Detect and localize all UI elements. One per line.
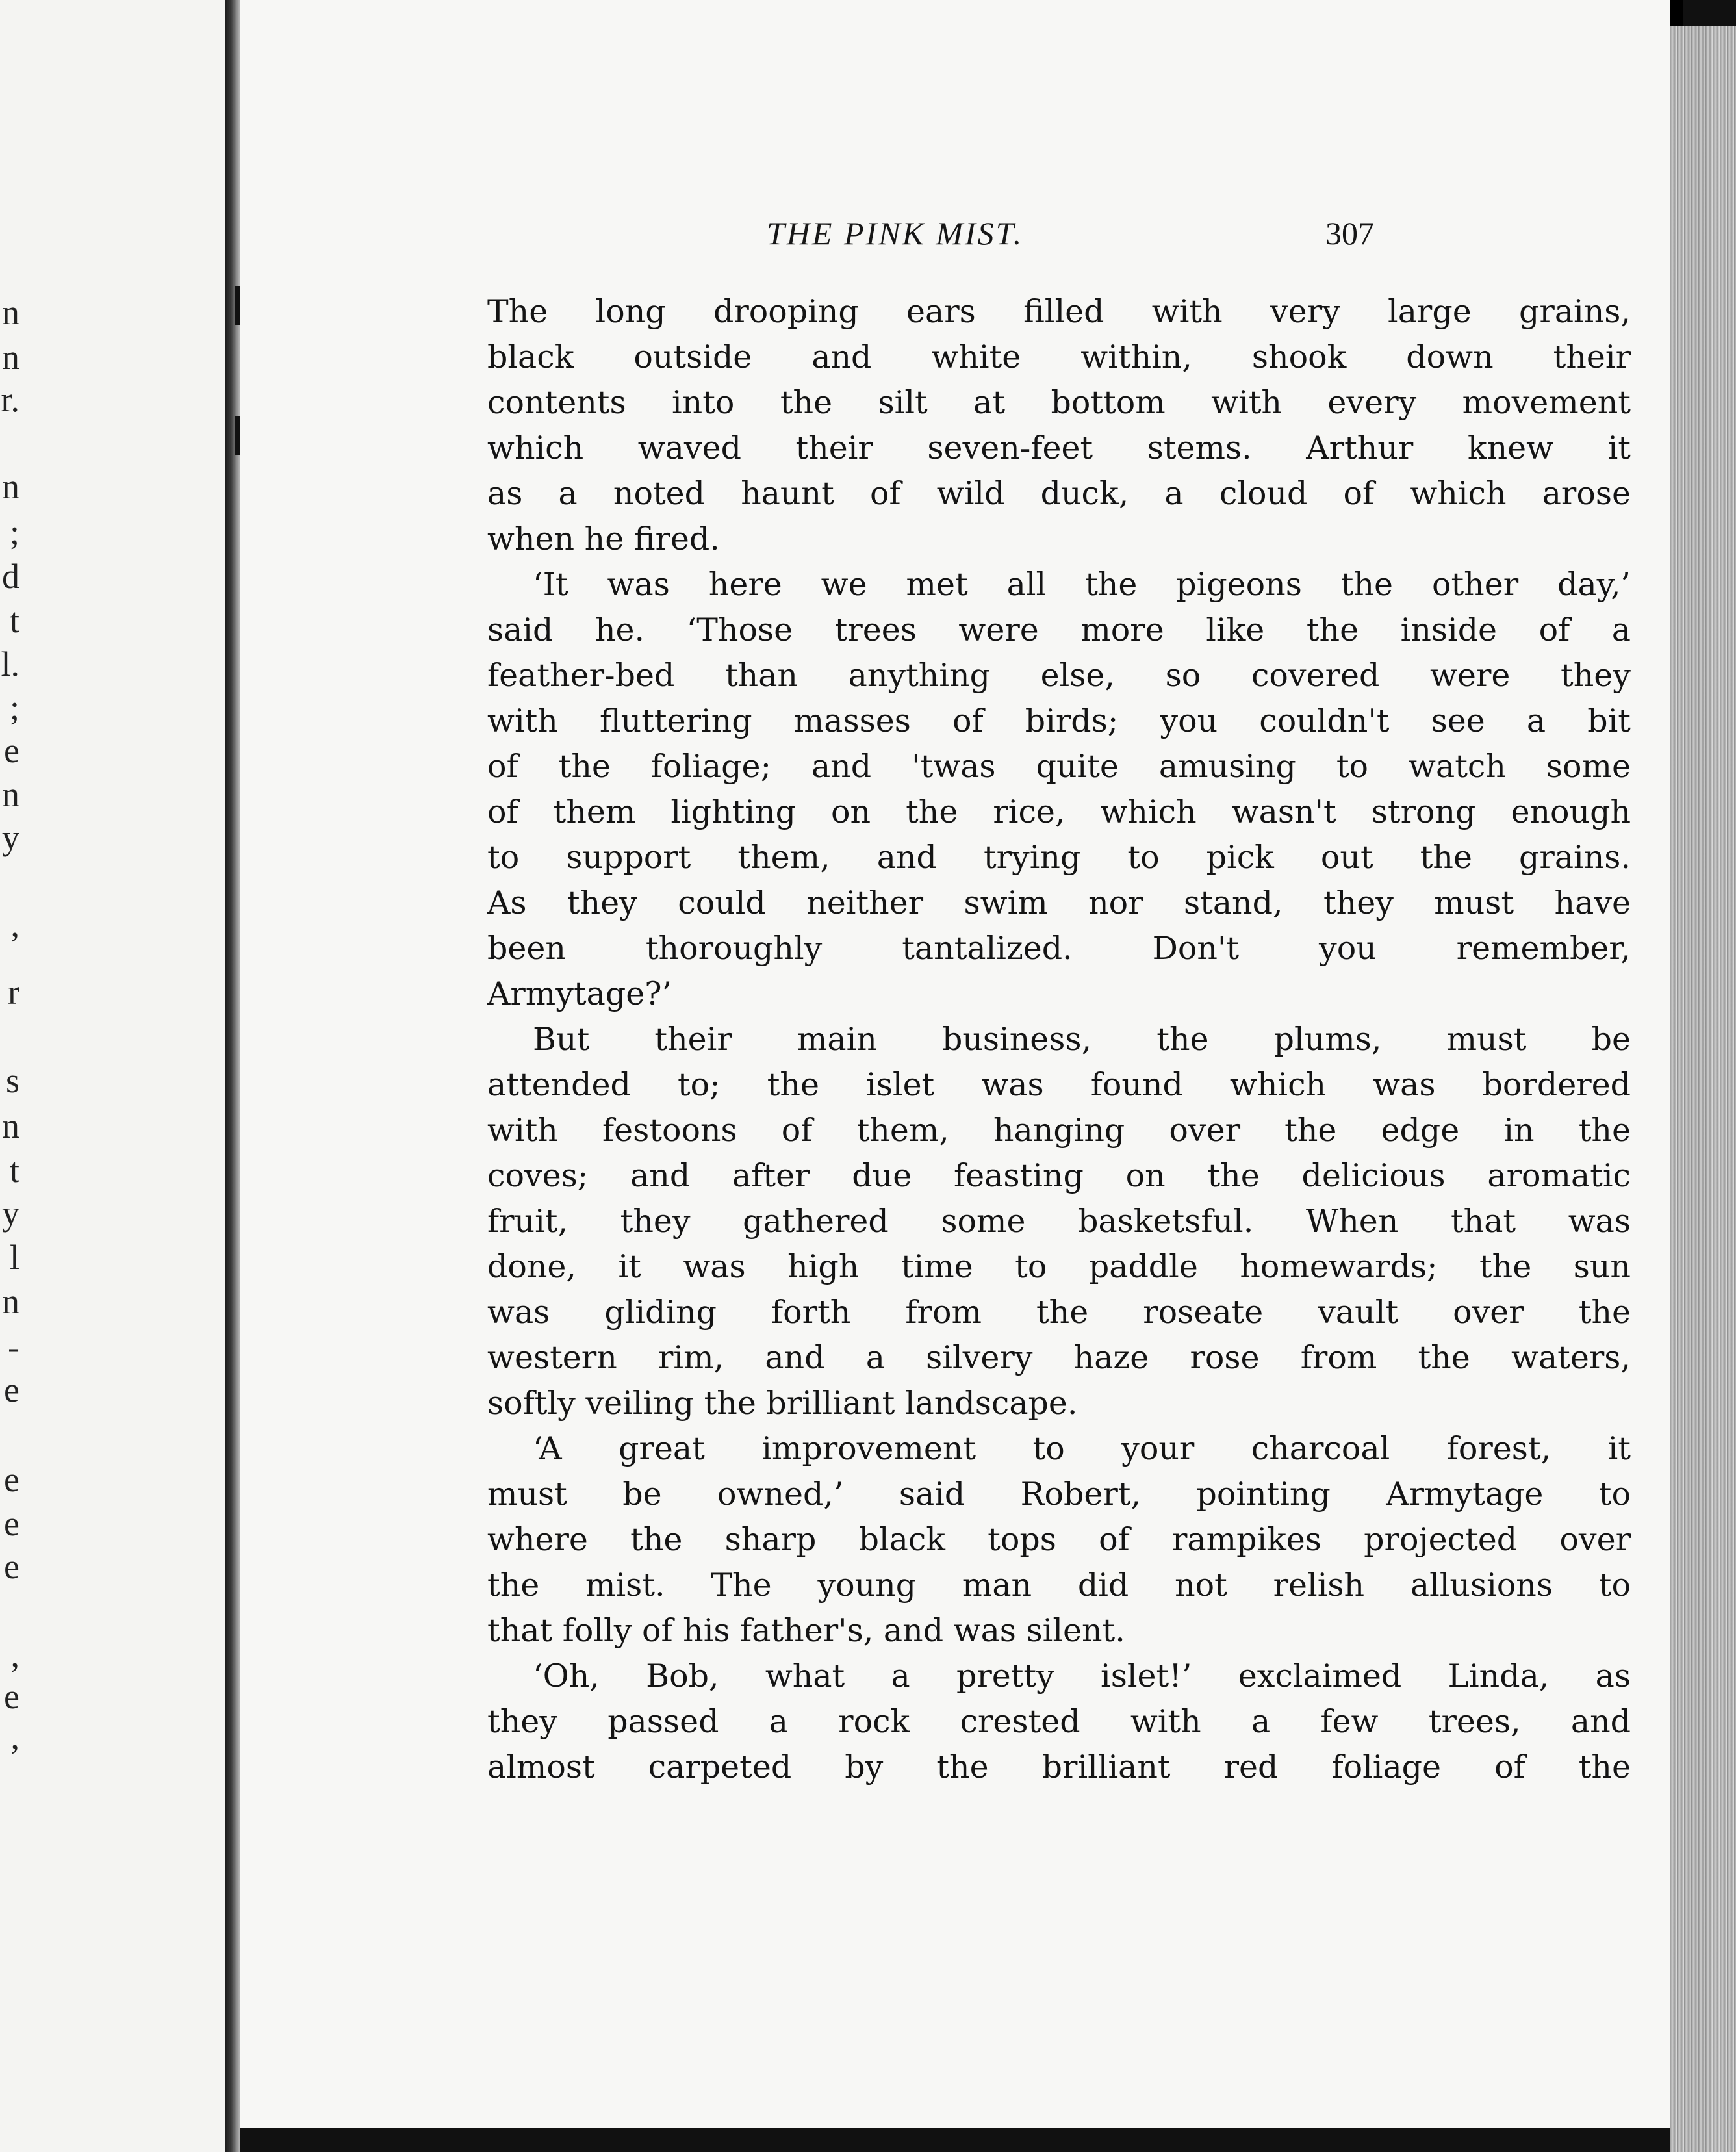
text-line: where the sharp black tops of rampikes projected over bbox=[487, 1521, 1631, 1558]
facing-page-fragment: y bbox=[2, 818, 19, 857]
text-line: Armytage?’ bbox=[487, 975, 672, 1012]
text-line: almost carpeted by the brilliant red foliage of the bbox=[487, 1748, 1631, 1786]
facing-page-fragment: e bbox=[4, 1460, 19, 1499]
facing-page-fragment: n bbox=[2, 775, 19, 814]
gutter-mark bbox=[235, 416, 240, 455]
facing-page-fragment: n bbox=[2, 467, 19, 506]
text-line: of the foliage; and 'twas quite amusing to watch some bbox=[487, 748, 1631, 785]
facing-page-fragment: e bbox=[4, 1677, 19, 1716]
facing-page bbox=[0, 0, 225, 2152]
text-line: As they could neither swim nor stand, they must have bbox=[487, 884, 1631, 921]
facing-page-fragment: l. bbox=[1, 645, 19, 684]
text-line: when he fired. bbox=[487, 520, 720, 557]
text-line: of them lighting on the rice, which wasn't strong enough bbox=[487, 793, 1631, 830]
facing-page-fragment: , bbox=[10, 1717, 19, 1756]
page-edge-shadow bbox=[1683, 0, 1736, 26]
text-line: they passed a rock crested with a few trees, and bbox=[487, 1703, 1631, 1740]
text-line: which waved their seven-feet stems. Arthur knew it bbox=[487, 429, 1631, 467]
text-line: The long drooping ears filled with very large grains, bbox=[487, 293, 1631, 330]
text-line: softly veiling the brilliant landscape. bbox=[487, 1385, 1078, 1422]
text-line: feather-bed than anything else, so covered were they bbox=[487, 657, 1631, 694]
text-line: with festoons of them, hanging over the edge in the bbox=[487, 1112, 1631, 1149]
page-edges bbox=[1670, 26, 1736, 2152]
page-header bbox=[240, 214, 1670, 266]
facing-page-fragment: d bbox=[2, 557, 19, 596]
text-line: black outside and white within, shook down their bbox=[487, 339, 1631, 376]
facing-page-fragment: e bbox=[4, 1370, 19, 1409]
facing-page-fragment: ; bbox=[9, 688, 19, 727]
text-line: But their main business, the plums, must be bbox=[533, 1021, 1631, 1058]
facing-page-fragment: e bbox=[4, 731, 19, 770]
text-line: the mist. The young man did not relish allusions to bbox=[487, 1567, 1631, 1604]
text-line: fruit, they gathered some basketsful. When that was bbox=[487, 1203, 1631, 1240]
facing-page-fragment: , bbox=[10, 1635, 19, 1674]
text-line: ‘Oh, Bob, what a pretty islet!’ exclaimed Linda, as bbox=[533, 1658, 1631, 1695]
page-number: 307 bbox=[1325, 215, 1374, 251]
text-line: was gliding forth from the roseate vault over the bbox=[487, 1294, 1631, 1331]
gutter-mark bbox=[235, 286, 240, 325]
facing-page-fragment: n bbox=[2, 293, 19, 332]
text-line: been thoroughly tantalized. Don't you remember, bbox=[487, 930, 1631, 967]
book-page bbox=[240, 0, 1670, 2128]
facing-page-fragment: s bbox=[5, 1061, 19, 1100]
facing-page-fragment: ; bbox=[9, 513, 19, 552]
text-line: contents into the silt at bottom with every movement bbox=[487, 384, 1631, 421]
facing-page-fragment: e bbox=[4, 1547, 19, 1586]
text-line: attended to; the islet was found which was bordered bbox=[487, 1066, 1631, 1103]
facing-page-fragment: r bbox=[8, 973, 19, 1012]
facing-page-fragment: - bbox=[8, 1327, 19, 1366]
text-line: said he. ‘Those trees were more like the inside of a bbox=[487, 611, 1631, 648]
text-line: done, it was high time to paddle homewards; the sun bbox=[487, 1248, 1631, 1285]
facing-page-fragment: , bbox=[10, 905, 19, 944]
facing-page-fragment: e bbox=[4, 1504, 19, 1543]
facing-page-fragment: n bbox=[2, 1282, 19, 1321]
text-line: western rim, and a silvery haze rose from the waters, bbox=[487, 1339, 1631, 1376]
facing-page-fragment: t bbox=[9, 1151, 19, 1190]
text-line: to support them, and trying to pick out the grains. bbox=[487, 839, 1631, 876]
body-text bbox=[487, 289, 1631, 1790]
text-line: ‘It was here we met all the pigeons the other day,’ bbox=[533, 566, 1631, 603]
text-line: must be owned,’ said Robert, pointing Armytage to bbox=[487, 1476, 1631, 1513]
text-line: with fluttering masses of birds; you couldn't see a bit bbox=[487, 702, 1631, 739]
text-line: that folly of his father's, and was silent. bbox=[487, 1612, 1125, 1649]
facing-page-fragment: r. bbox=[1, 380, 19, 419]
facing-page-fragment: l bbox=[9, 1238, 19, 1277]
running-head: THE PINK MIST. bbox=[767, 215, 1024, 251]
facing-page-fragment: n bbox=[2, 1107, 19, 1146]
facing-page-fragment: y bbox=[2, 1194, 19, 1233]
facing-page-fragment: t bbox=[9, 601, 19, 640]
bottom-shadow bbox=[240, 2128, 1670, 2152]
text-line: ‘A great improvement to your charcoal forest, it bbox=[533, 1430, 1631, 1467]
text-line: coves; and after due feasting on the delicious aromatic bbox=[487, 1157, 1631, 1194]
facing-page-fragment: n bbox=[2, 338, 19, 377]
text-line: as a noted haunt of wild duck, a cloud of which arose bbox=[487, 475, 1631, 512]
